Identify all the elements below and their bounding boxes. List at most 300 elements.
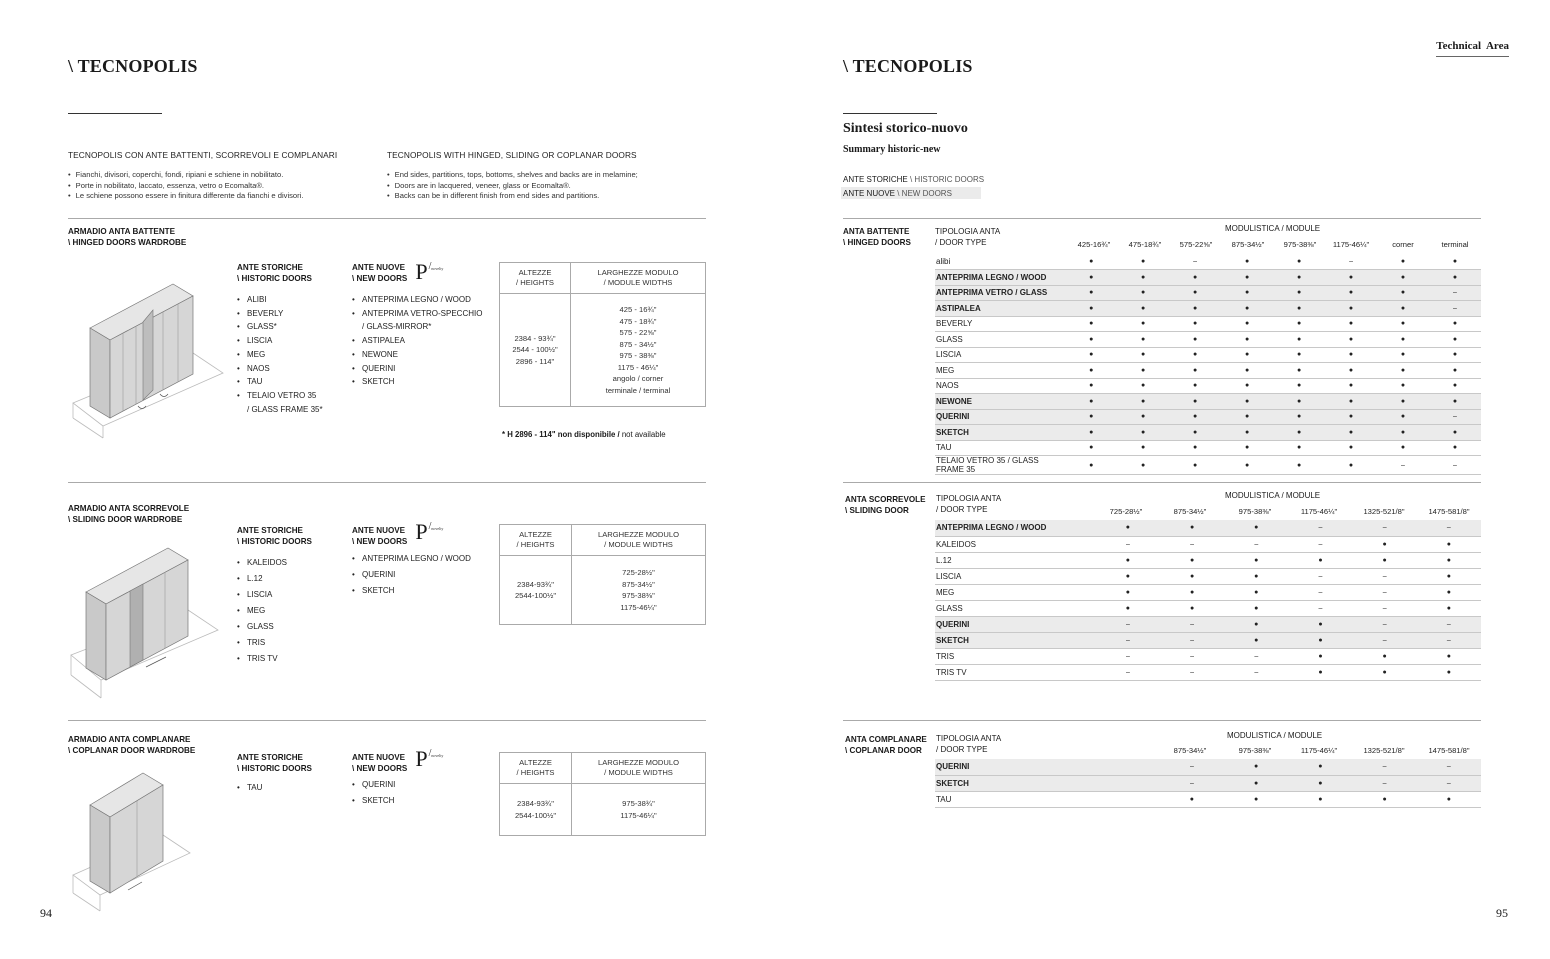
width-value: 975-38⅜"	[622, 591, 655, 600]
height-value: 2544-100½"	[514, 591, 557, 600]
availability-cell: ●	[1169, 363, 1221, 379]
widths-head: LARGHEZZE MODULO	[597, 757, 679, 767]
availability-cell: ●	[1065, 378, 1117, 394]
coplanar-summary-table	[935, 759, 1481, 808]
availability-cell: –	[1353, 759, 1417, 775]
availability-cell: ●	[1065, 394, 1117, 410]
availability-cell: ●	[1273, 394, 1325, 410]
table-row	[935, 520, 1481, 536]
list-item: • QUERINI	[352, 777, 443, 793]
table-row	[935, 270, 1481, 286]
door-type-name: TAU	[935, 440, 1065, 456]
door-type-name: TRIS TV	[935, 665, 1096, 681]
title-rule	[68, 113, 162, 114]
availability-cell: –	[1429, 409, 1481, 425]
hist-head-en: \ HISTORIC DOORS	[237, 274, 312, 283]
list-item: • Porte in nobilitato, laccato, essenza, vetro o Ecomalta®.	[68, 181, 368, 192]
availability-cell: ●	[1224, 520, 1288, 536]
availability-cell: ●	[1117, 409, 1169, 425]
availability-cell: –	[1288, 536, 1352, 552]
availability-cell: ●	[1377, 409, 1429, 425]
availability-cell: ●	[1221, 285, 1273, 301]
table-row	[935, 633, 1481, 649]
availability-cell: ●	[1325, 440, 1377, 456]
availability-cell: ●	[1353, 552, 1417, 568]
availability-cell: ●	[1224, 633, 1288, 649]
sliding-historic	[237, 525, 312, 667]
column-header: terminal	[1441, 240, 1469, 249]
availability-cell: ●	[1429, 394, 1481, 410]
availability-cell: –	[1353, 617, 1417, 633]
availability-cell: –	[1288, 520, 1352, 536]
column-header: 425-16¾"	[1077, 240, 1111, 249]
availability-cell: –	[1417, 520, 1481, 536]
availability-cell: ●	[1288, 633, 1352, 649]
availability-cell: ●	[1117, 394, 1169, 410]
door-type-name: TELAIO VETRO 35 / GLASS FRAME 35	[935, 456, 1065, 475]
width-value: 875-34½"	[622, 579, 655, 589]
list-item: • ANTEPRIMA VETRO-SPECCHIO	[352, 307, 482, 321]
door-type-name: SKETCH	[935, 775, 1160, 791]
hinged-dimensions-table	[499, 262, 706, 407]
coplanar-summary-label	[845, 734, 927, 756]
availability-cell: ●	[1065, 363, 1117, 379]
divider	[68, 482, 706, 483]
column-header: 875-34½"	[1173, 746, 1207, 755]
note-rest: not available	[619, 430, 666, 439]
door-type-name: ASTIPALEA	[935, 301, 1065, 317]
list-item: • QUERINI	[352, 362, 482, 376]
column-header: 975-38⅜"	[1283, 240, 1317, 249]
coplanar-title-en: \ COPLANAR DOOR WARDROBE	[68, 746, 196, 755]
availability-note	[502, 430, 666, 439]
hinged-historic	[237, 262, 323, 416]
label-en: \ SLIDING DOOR	[845, 506, 909, 515]
heights-head-en: / HEIGHTS	[516, 278, 554, 287]
widths-head: LARGHEZZE MODULO	[597, 529, 679, 539]
list-item: • SKETCH	[352, 375, 482, 389]
table-row	[935, 316, 1481, 332]
availability-cell: ●	[1377, 378, 1429, 394]
door-type-name: TAU	[935, 791, 1160, 807]
availability-cell: ●	[1169, 440, 1221, 456]
list-item: • QUERINI	[352, 567, 471, 583]
divider	[843, 218, 1481, 219]
availability-cell: ●	[1325, 301, 1377, 317]
table-row	[935, 347, 1481, 363]
table-row	[935, 285, 1481, 301]
availability-cell: ●	[1273, 254, 1325, 270]
availability-cell: –	[1096, 649, 1160, 665]
width-value: 475 - 18¾"	[619, 316, 657, 326]
availability-cell: ●	[1377, 332, 1429, 348]
intro-it	[68, 150, 368, 202]
list-item: • TRIS TV	[237, 651, 312, 667]
availability-cell: ●	[1065, 456, 1117, 475]
coplanar-new	[352, 746, 444, 809]
availability-cell: ●	[1325, 409, 1377, 425]
column-header: 875-34½"	[1231, 240, 1265, 249]
availability-cell: ●	[1096, 600, 1160, 616]
new-head: ANTE NUOVE	[352, 753, 406, 762]
availability-cell: ●	[1096, 552, 1160, 568]
door-type-name: LISCIA	[935, 568, 1096, 584]
width-value: 875 - 34½"	[619, 339, 657, 349]
width-value: 975 - 38⅜"	[619, 351, 657, 360]
left-page-title: \ TECNOPOLIS	[68, 56, 198, 76]
availability-cell: –	[1224, 665, 1288, 681]
logo-slash: /	[428, 521, 432, 532]
label-it: ANTA BATTENTE	[843, 227, 910, 236]
availability-cell: ●	[1325, 347, 1377, 363]
list-item: • L.12	[237, 571, 312, 587]
widths-head-en: / MODULE WIDTHS	[603, 278, 673, 287]
availability-cell: ●	[1273, 409, 1325, 425]
availability-cell: ●	[1377, 440, 1429, 456]
availability-cell: ●	[1417, 665, 1481, 681]
height-value: 2544 - 100½"	[512, 345, 558, 355]
availability-cell: ●	[1224, 552, 1288, 568]
door-type-name: ANTEPRIMA LEGNO / WOOD	[935, 520, 1096, 536]
table-row	[935, 363, 1481, 379]
door-type-name: ANTEPRIMA VETRO / GLASS	[935, 285, 1065, 301]
list-item: / GLASS-MIRROR*	[362, 322, 432, 332]
legend-new-label-en: \ NEW DOORS	[895, 189, 952, 198]
availability-cell: ●	[1273, 347, 1325, 363]
list-item: • LISCIA	[237, 587, 312, 603]
type-en: / DOOR TYPE	[936, 744, 988, 754]
availability-cell: –	[1377, 456, 1429, 475]
availability-cell: ●	[1224, 584, 1288, 600]
availability-cell: –	[1160, 536, 1224, 552]
label-it: ANTA SCORREVOLE	[845, 495, 926, 504]
availability-cell: –	[1353, 520, 1417, 536]
door-type-name: QUERINI	[935, 759, 1160, 775]
availability-cell: –	[1353, 600, 1417, 616]
new-head: ANTE NUOVE	[352, 526, 406, 535]
availability-cell: ●	[1065, 316, 1117, 332]
column-header: 875-34½"	[1173, 507, 1207, 516]
column-header: 575-22⅝"	[1179, 240, 1213, 249]
hist-head: ANTE STORICHE	[237, 263, 303, 272]
table-row	[935, 536, 1481, 552]
list-item: • TAU	[237, 780, 312, 796]
widths-head-en: / MODULE WIDTHS	[604, 768, 673, 777]
availability-cell: –	[1353, 584, 1417, 600]
table-row	[935, 332, 1481, 348]
width-value: terminale / terminal	[605, 385, 671, 395]
availability-cell: ●	[1325, 425, 1377, 441]
availability-cell: ●	[1273, 456, 1325, 475]
availability-cell: ●	[1221, 270, 1273, 286]
width-value: 725-28½"	[622, 568, 655, 577]
availability-cell: ●	[1096, 520, 1160, 536]
availability-cell: ●	[1160, 584, 1224, 600]
door-type-name: LISCIA	[935, 347, 1065, 363]
new-head: ANTE NUOVE	[352, 263, 406, 272]
column-header: corner	[1392, 240, 1414, 249]
list-item: • MEG	[237, 348, 323, 362]
list-item: • TELAIO VETRO 35	[237, 389, 323, 403]
availability-cell: ●	[1429, 254, 1481, 270]
door-type-name: KALEIDOS	[935, 536, 1096, 552]
availability-cell: –	[1417, 759, 1481, 775]
widths-head-en: / MODULE WIDTHS	[604, 540, 673, 549]
table-row	[935, 617, 1481, 633]
availability-cell: ●	[1325, 394, 1377, 410]
legend-hist-label-en: \ HISTORIC DOORS	[907, 175, 985, 184]
table-row	[935, 456, 1481, 475]
table-row	[935, 759, 1481, 775]
novelty-logo	[415, 259, 444, 284]
availability-cell: ●	[1273, 285, 1325, 301]
label-en: \ COPLANAR DOOR	[845, 746, 922, 755]
heights-head: ALTEZZE	[519, 757, 552, 767]
availability-cell: ●	[1117, 332, 1169, 348]
table-row	[935, 568, 1481, 584]
door-type-label	[936, 734, 1001, 755]
availability-cell: ●	[1169, 301, 1221, 317]
availability-cell: ●	[1224, 568, 1288, 584]
legend-new-label: ANTE NUOVE	[843, 189, 896, 198]
availability-cell: ●	[1221, 332, 1273, 348]
heights-head-en: / HEIGHTS	[516, 540, 555, 549]
hinged-section-title	[68, 226, 186, 248]
logo-slash: /	[428, 261, 432, 272]
type-it: TIPOLOGIA ANTA	[935, 227, 1001, 236]
novelty-logo	[415, 519, 444, 547]
logo-text: novelty	[431, 266, 444, 271]
availability-cell: ●	[1377, 254, 1429, 270]
width-value: angolo / corner	[612, 374, 664, 383]
availability-cell: ●	[1117, 440, 1169, 456]
availability-cell: –	[1160, 633, 1224, 649]
right-page-title: \ TECNOPOLIS	[843, 56, 973, 76]
type-it: TIPOLOGIA ANTA	[936, 734, 1002, 743]
list-item: • TAU	[237, 375, 323, 389]
availability-cell: ●	[1117, 270, 1169, 286]
availability-cell: ●	[1221, 363, 1273, 379]
sliding-new	[352, 519, 471, 599]
logo-slash: /	[428, 748, 432, 759]
availability-cell: ●	[1273, 378, 1325, 394]
availability-cell: ●	[1353, 665, 1417, 681]
list-item: / GLASS FRAME 35*	[247, 404, 323, 414]
availability-cell: ●	[1224, 775, 1288, 791]
list-item: • ANTEPRIMA LEGNO / WOOD	[352, 551, 471, 567]
availability-cell: –	[1353, 633, 1417, 649]
type-en: / DOOR TYPE	[936, 504, 988, 514]
door-type-name: L.12	[935, 552, 1096, 568]
legend-hist-label: ANTE STORICHE	[843, 175, 908, 184]
right-page-number: 95	[1496, 906, 1508, 920]
availability-cell: –	[1325, 254, 1377, 270]
list-item: • Backs can be in different finish from end sides and partitions.	[387, 191, 707, 202]
availability-cell: ●	[1429, 270, 1481, 286]
availability-cell: ●	[1221, 394, 1273, 410]
availability-cell: ●	[1417, 600, 1481, 616]
availability-cell: ●	[1325, 332, 1377, 348]
availability-cell: ●	[1221, 409, 1273, 425]
list-item: • SKETCH	[352, 583, 471, 599]
availability-cell: ●	[1429, 363, 1481, 379]
summary-title: Sintesi storico-nuovo	[843, 121, 968, 136]
availability-cell: ●	[1160, 600, 1224, 616]
sliding-dimensions-table	[499, 524, 706, 625]
column-header: 1175-46¼"	[1332, 240, 1370, 249]
coplanar-section-title	[68, 734, 195, 756]
availability-cell: –	[1288, 568, 1352, 584]
door-type-label	[935, 227, 1000, 248]
availability-cell: ●	[1221, 316, 1273, 332]
heights-head-en: / HEIGHTS	[516, 768, 555, 777]
availability-cell: –	[1160, 617, 1224, 633]
availability-cell: ●	[1117, 378, 1169, 394]
availability-cell: ●	[1429, 425, 1481, 441]
list-item: • SKETCH	[352, 793, 443, 809]
availability-cell: ●	[1224, 759, 1288, 775]
availability-cell: –	[1429, 285, 1481, 301]
availability-cell: ●	[1273, 440, 1325, 456]
logo-letter: P	[415, 259, 428, 284]
new-head-en: \ NEW DOORS	[352, 274, 408, 283]
hist-head: ANTE STORICHE	[237, 753, 303, 762]
modules-head: MODULISTICA / MODULE	[1227, 731, 1323, 740]
door-type-name: QUERINI	[935, 617, 1096, 633]
availability-cell: ●	[1221, 425, 1273, 441]
availability-cell: ●	[1117, 301, 1169, 317]
legend-historic	[843, 175, 984, 184]
hist-head-en: \ HISTORIC DOORS	[237, 537, 312, 546]
list-item: • MEG	[237, 603, 312, 619]
availability-cell: ●	[1325, 456, 1377, 475]
availability-cell: ●	[1065, 270, 1117, 286]
column-header: 1175-46¼"	[1300, 507, 1338, 516]
availability-cell: ●	[1169, 394, 1221, 410]
list-item: • ALIBI	[237, 293, 323, 307]
width-value: 1175-46¼"	[620, 602, 657, 612]
availability-cell: ●	[1117, 347, 1169, 363]
list-item: • GLASS*	[237, 320, 323, 334]
availability-cell: ●	[1169, 285, 1221, 301]
availability-cell: ●	[1288, 791, 1352, 807]
availability-cell: ●	[1221, 347, 1273, 363]
widths-head: LARGHEZZE MODULO	[597, 267, 679, 277]
coplanar-wardrobe-illustration	[68, 765, 198, 915]
column-header: 975-38⅜"	[1238, 507, 1272, 516]
hinged-wardrobe-illustration	[68, 278, 228, 443]
availability-cell: ●	[1117, 254, 1169, 270]
heights-head: ALTEZZE	[519, 529, 552, 539]
availability-cell: ●	[1169, 347, 1221, 363]
availability-cell: ●	[1377, 363, 1429, 379]
logo-text: novelty	[431, 753, 444, 758]
availability-cell: –	[1096, 665, 1160, 681]
intro-en-title: TECNOPOLIS WITH HINGED, SLIDING OR COPLANAR DOORS	[387, 150, 637, 160]
list-item: • ANTEPRIMA LEGNO / WOOD	[352, 293, 482, 307]
availability-cell: ●	[1429, 332, 1481, 348]
table-row	[935, 665, 1481, 681]
list-item: • ASTIPALEA	[352, 334, 482, 348]
availability-cell: ●	[1377, 316, 1429, 332]
width-value: 425 - 16¾"	[619, 305, 657, 314]
door-type-name: SKETCH	[935, 633, 1096, 649]
availability-cell: ●	[1224, 617, 1288, 633]
availability-cell: ●	[1377, 301, 1429, 317]
availability-cell: –	[1224, 649, 1288, 665]
availability-cell: –	[1169, 254, 1221, 270]
availability-cell: ●	[1377, 270, 1429, 286]
availability-cell: –	[1353, 775, 1417, 791]
availability-cell: ●	[1417, 552, 1481, 568]
list-item: • GLASS	[237, 619, 312, 635]
coplanar-historic	[237, 752, 312, 796]
column-header: 1475-581/8"	[1428, 746, 1470, 755]
height-value: 2384-93¾"	[517, 579, 554, 589]
availability-cell: –	[1353, 568, 1417, 584]
availability-cell: ●	[1273, 316, 1325, 332]
availability-cell: ●	[1117, 363, 1169, 379]
availability-cell: ●	[1377, 394, 1429, 410]
availability-cell: ●	[1377, 425, 1429, 441]
door-type-name: ANTEPRIMA LEGNO / WOOD	[935, 270, 1065, 286]
availability-cell: ●	[1273, 270, 1325, 286]
divider	[68, 218, 706, 219]
type-en: / DOOR TYPE	[935, 237, 987, 247]
availability-cell: ●	[1417, 791, 1481, 807]
intro-it-title: TECNOPOLIS CON ANTE BATTENTI, SCORREVOLI E COMPLANARI	[68, 150, 338, 160]
table-row	[935, 378, 1481, 394]
list-item: • Doors are in lacquered, veneer, glass or Ecomalta®.	[387, 181, 707, 192]
table-row	[935, 584, 1481, 600]
new-head-en: \ NEW DOORS	[352, 764, 408, 773]
list-item: • Fianchi, divisori, coperchi, fondi, ripiani e schiene in nobilitato.	[68, 170, 368, 181]
note-bold: * H 2896 - 114" non disponibile /	[502, 430, 620, 439]
availability-cell: ●	[1160, 791, 1224, 807]
availability-cell: ●	[1417, 584, 1481, 600]
availability-cell: ●	[1273, 363, 1325, 379]
hinged-new	[352, 259, 483, 389]
column-header: 1325-521/8"	[1363, 507, 1405, 516]
availability-cell: ●	[1429, 440, 1481, 456]
section-header: Technical Area	[1436, 40, 1509, 57]
availability-cell: ●	[1288, 649, 1352, 665]
coplanar-dimensions-table	[499, 752, 706, 836]
column-header: 1175-46¼"	[1300, 746, 1338, 755]
availability-cell: ●	[1117, 425, 1169, 441]
column-header: 975-38⅜"	[1238, 746, 1272, 755]
availability-cell: ●	[1160, 552, 1224, 568]
column-header: 725-28½"	[1109, 507, 1143, 516]
availability-cell: –	[1417, 775, 1481, 791]
door-type-name: MEG	[935, 363, 1065, 379]
width-value: 575 - 22⅝"	[619, 328, 657, 337]
availability-cell: ●	[1353, 791, 1417, 807]
heights-head: ALTEZZE	[518, 267, 552, 277]
logo-letter: P	[415, 746, 428, 771]
availability-cell: –	[1288, 600, 1352, 616]
type-it: TIPOLOGIA ANTA	[936, 494, 1002, 503]
availability-cell: ●	[1065, 301, 1117, 317]
width-value: 975-38¾"	[622, 799, 655, 808]
availability-cell: ●	[1065, 409, 1117, 425]
divider	[843, 720, 1481, 721]
availability-cell: ●	[1065, 440, 1117, 456]
table-row	[935, 440, 1481, 456]
table-row	[935, 791, 1481, 807]
door-type-name: BEVERLY	[935, 316, 1065, 332]
divider	[843, 482, 1481, 483]
